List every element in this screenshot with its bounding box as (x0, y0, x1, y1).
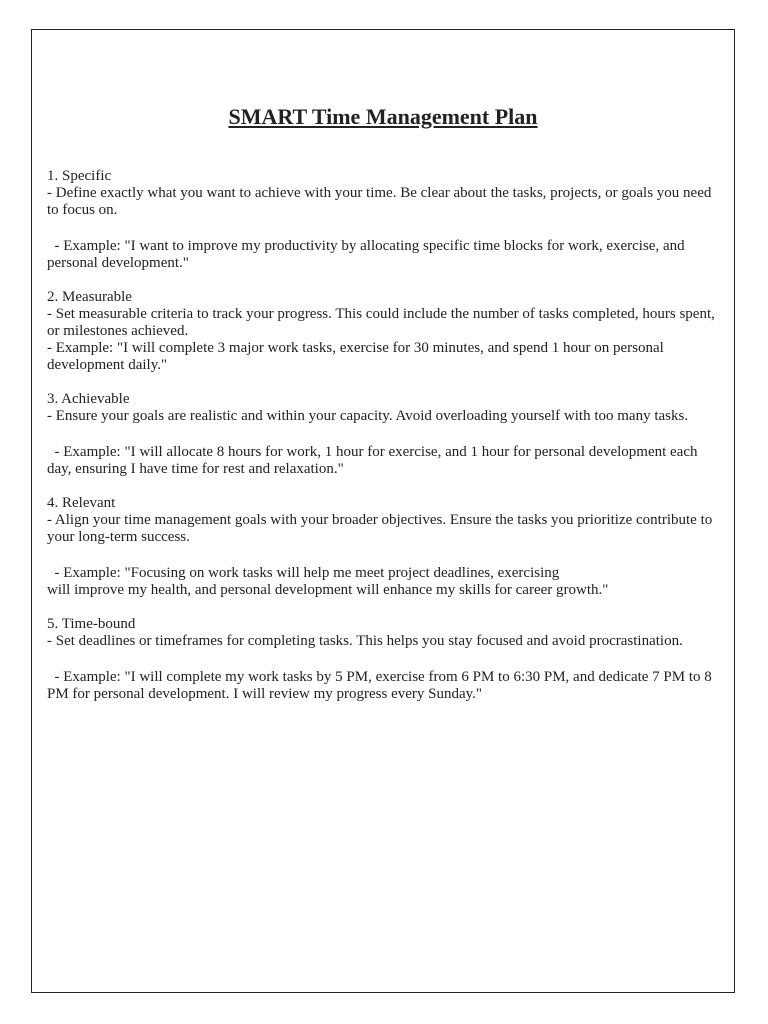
section-example-continued: will improve my health, and personal development will enhance my skills for career growth." (47, 582, 609, 598)
section-description: - Align your time management goals with your broader objectives. Ensure the tasks you prioritize contribute to your long-term success. (47, 512, 713, 545)
section-description: - Set measurable criteria to track your progress. This could include the number of tasks completed, hours spent, or milestones achieved. (47, 306, 715, 339)
section-example: - Example: "I want to improve my productivity by allocating specific time blocks for work, exercise, and personal development." (47, 238, 685, 271)
section-heading: 1. Specific (47, 168, 112, 184)
section-heading: 4. Relevant (47, 495, 116, 511)
section-description: - Define exactly what you want to achieve with your time. Be clear about the tasks, projects, or goals you need to focus on. (47, 185, 712, 218)
section-example: - Example: "I will complete 3 major work tasks, exercise for 30 minutes, and spend 1 hour on personal development daily." (47, 340, 664, 373)
section-heading: 3. Achievable (47, 391, 130, 407)
section-achievable (47, 391, 719, 478)
document-title: SMART Time Management Plan (228, 104, 538, 129)
section-heading: 2. Measurable (47, 289, 132, 305)
section-example: - Example: "I will allocate 8 hours for work, 1 hour for exercise, and 1 hour for personal development each day, ensuring I have time for rest and relaxation." (47, 444, 698, 477)
section-description: - Ensure your goals are realistic and within your capacity. Avoid overloading yourself with too many tasks. (47, 408, 689, 424)
section-relevant (47, 495, 719, 599)
section-example: - Example: "I will complete my work tasks by 5 PM, exercise from 6 PM to 6:30 PM, and dedicate 7 PM to 8 PM for personal development. I will review my progress every Sunday." (47, 669, 712, 702)
section-specific (47, 168, 719, 272)
section-time-bound (47, 616, 719, 703)
section-example: - Example: "Focusing on work tasks will help me meet project deadlines, exercising (47, 565, 560, 581)
section-heading: 5. Time-bound (47, 616, 136, 632)
section-description: - Set deadlines or timeframes for completing tasks. This helps you stay focused and avoid procrastination. (47, 633, 683, 649)
document-content (47, 168, 719, 703)
section-measurable (47, 289, 719, 374)
document-page (31, 29, 735, 993)
